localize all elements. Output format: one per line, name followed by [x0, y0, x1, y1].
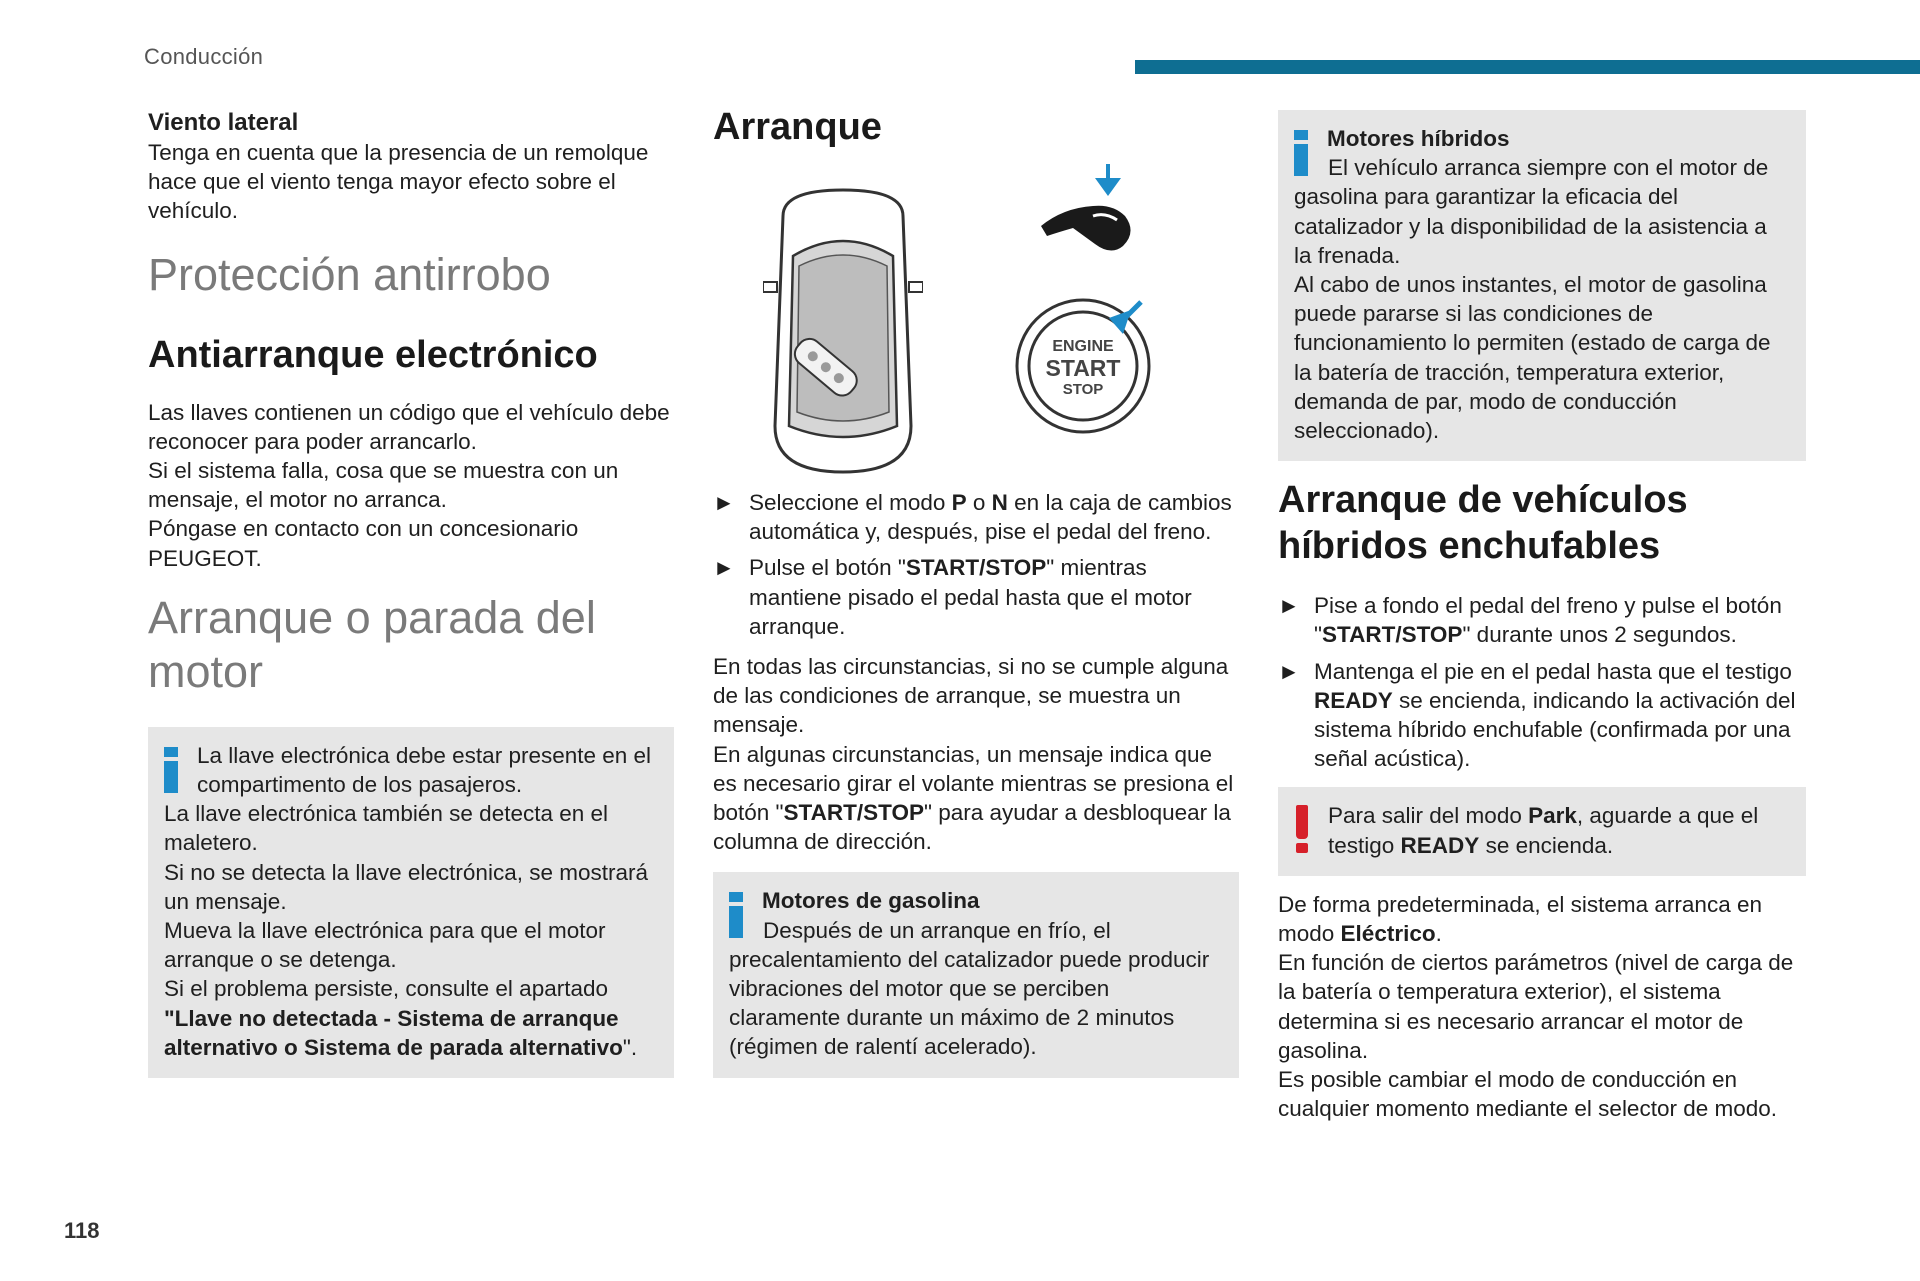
antiarranque-p2: Si el sistema falla, cosa que se muestra con un mensaje, el motor no arranca.	[148, 458, 619, 513]
button-text-start: START	[1045, 355, 1121, 381]
antiarranque-title: Antiarranque electrónico	[148, 333, 598, 376]
engine-start-stop-button	[1013, 296, 1153, 436]
bullet-arrow-icon: ►	[713, 555, 735, 581]
info-hibridos-p2: Al cabo de unos instantes, el motor de gasolina puede pararse si las condiciones de funcionamiento lo permiten (estado de carga de la batería de tracción, temperatura exterior, demanda de par, modo de conducción seleccionado).	[1294, 272, 1771, 444]
arranque-bullet-1: ► Seleccione el modo P o N en la caja de cambios automática y, después, pise el pedal del freno.	[713, 490, 1232, 545]
column-left	[148, 108, 674, 1078]
column-middle	[713, 108, 1239, 1078]
hybrid-p3: Es posible cambiar el modo de conducción en cualquier momento mediante el selector de modo.	[1278, 1067, 1778, 1122]
hybrid-p2: En función de ciertos parámetros (nivel de carga de la batería o temperatura exterior), el sistema determina si es necesario arrancar el motor de gasolina.	[1278, 950, 1794, 1063]
page-number: 118	[64, 1218, 100, 1243]
hybrid-start-title: Arranque de vehículos híbridos enchufables	[1278, 479, 1688, 568]
hybrid-bullet-1: ► Pise a fondo el pedal del freno y pulse el botón "START/STOP" durante unos 2 segundos.	[1278, 593, 1782, 648]
arranque-p2: En algunas circunstancias, un mensaje indica que es necesario girar el volante mientras se presiona el botón "START/STOP" para ayudar a desbloquear la columna de dirección.	[713, 741, 1234, 855]
info-llave-l1: La llave electrónica debe estar presente en el compartimento de los pasajeros.	[197, 742, 652, 798]
arranque-title: Arranque	[713, 106, 882, 148]
antiarranque-p3: Póngase en contacto con un concesionario PEUGEOT.	[148, 516, 579, 571]
bullet-arrow-icon: ►	[1278, 593, 1300, 619]
warning-exclamation-icon	[1294, 805, 1310, 853]
bullet-arrow-icon: ►	[713, 490, 735, 515]
header-accent-bar	[1135, 60, 1920, 74]
button-text-engine: ENGINE	[1052, 338, 1114, 355]
info-llave-l2: La llave electrónica también se detecta en el maletero.	[164, 801, 609, 856]
info-box-llave	[148, 727, 674, 1078]
info-llave-l4: Mueva la llave electrónica para que el motor arranque o se detenga.	[164, 918, 606, 973]
hybrid-bullet-2: ► Mantenga el pie en el pedal hasta que el testigo READY se encienda, indicando la activación del sistema híbrido enchufable (confirmada por una señal acústica).	[1278, 658, 1796, 772]
warning-park-text: Para salir del modo Park, aguarde a que el testigo READY se encienda.	[1328, 803, 1759, 858]
antiarranque-p1: Las llaves contienen un código que el vehículo debe reconocer para poder arrancarlo.	[148, 399, 670, 454]
bullet-arrow-icon: ►	[1278, 658, 1300, 684]
info-hibridos-title: Motores híbridos	[1327, 126, 1510, 151]
hybrid-p1: De forma predeterminada, el sistema arranca en modo Eléctrico.	[1278, 891, 1762, 947]
info-llave-l3: Si no se detecta la llave electrónica, se mostrará un mensaje.	[164, 859, 648, 914]
car-top-view-icon	[763, 186, 923, 476]
info-hibridos-p1: El vehículo arranca siempre con el motor de gasolina para garantizar la eficacia del catalizador y la disponibilidad de la asistencia a la frenada.	[1294, 155, 1769, 268]
info-gasolina-text: Después de un arranque en frío, el precalentamiento del catalizador puede producir vibraciones del motor que se perciben claramente durante un máximo de 2 minutos (régimen de ralentí acelerado).	[729, 917, 1210, 1060]
arranque-parada-title: Arranque o parada del motor	[148, 591, 596, 697]
start-figure	[713, 156, 1239, 476]
info-gasolina-title: Motores de gasolina	[762, 888, 980, 914]
arranque-bullet-2: ► Pulse el botón "START/STOP" mientras mantiene pisado el pedal hasta que el motor arranque.	[713, 555, 1192, 639]
column-right	[1278, 110, 1806, 1123]
warning-box-park	[1278, 787, 1806, 875]
section-header: Conducción	[144, 44, 264, 69]
arranque-p1: En todas las circunstancias, si no se cumple alguna de las condiciones de arranque, se muestra un mensaje.	[713, 654, 1229, 738]
viento-lateral-text: Tenga en cuenta que la presencia de un remolque hace que el viento tenga mayor efecto sobre el vehículo.	[148, 140, 649, 224]
info-box-hibridos	[1278, 110, 1806, 461]
info-llave-l5: Si el problema persiste, consulte el apartado "Llave no detectada - Sistema de arranque alternativo o Sistema de parada alternativo".	[164, 976, 638, 1060]
proteccion-antirrobo-title: Protección antirrobo	[148, 248, 551, 300]
viento-lateral-title: Viento lateral	[148, 109, 299, 136]
foot-brake-pedal-icon	[1033, 156, 1143, 266]
info-box-gasolina	[713, 872, 1239, 1077]
button-text-stop: STOP	[1062, 381, 1104, 398]
